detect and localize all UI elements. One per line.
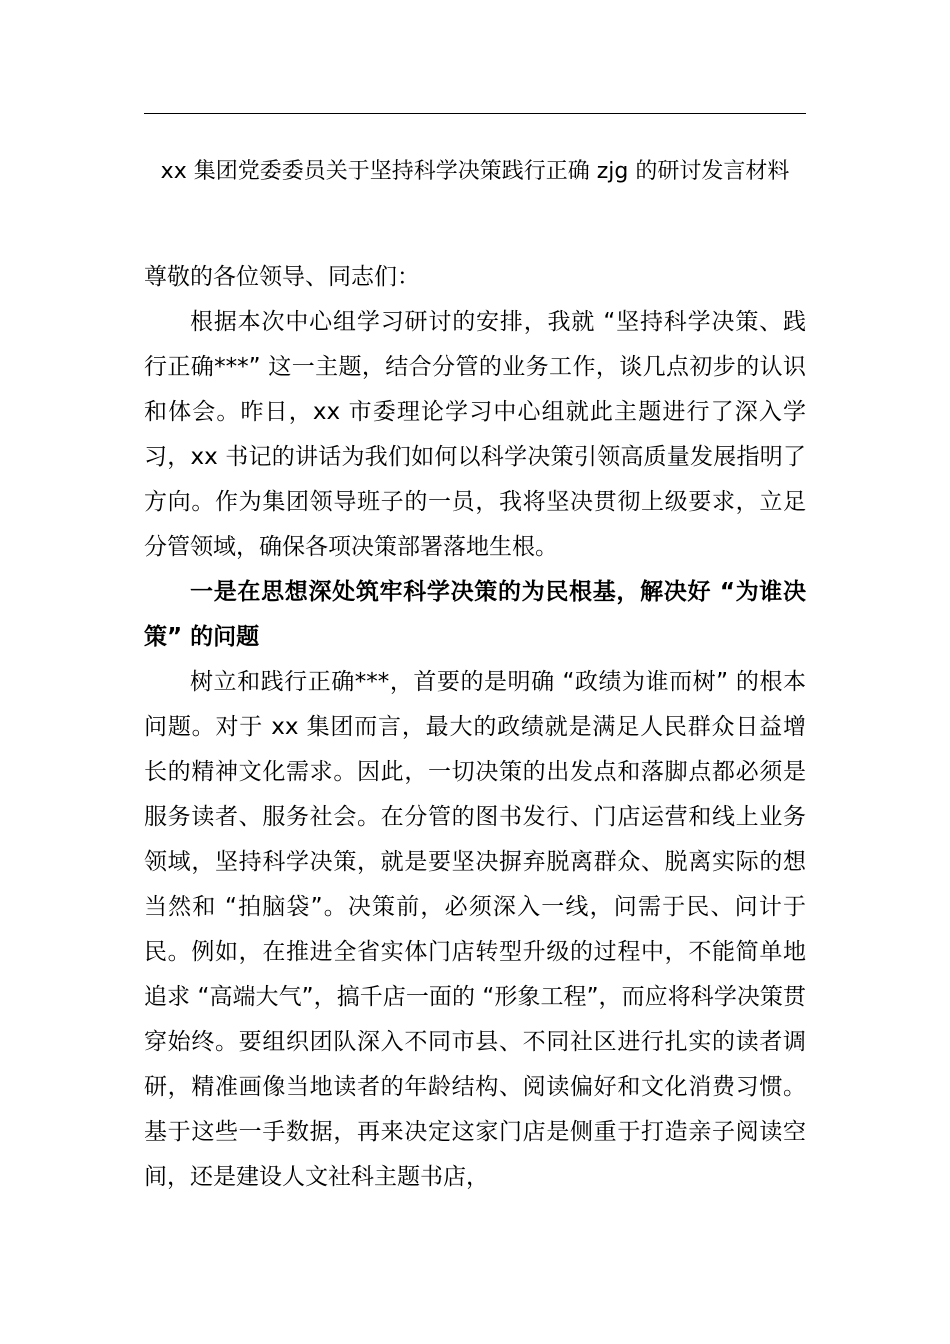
salutation: 尊敬的各位领导、同志们： bbox=[144, 264, 420, 290]
section-heading-1: 一是在思想深处筑牢科学决策的为民根基，解决好 “为谁决策” 的问题 bbox=[144, 579, 806, 650]
header-rule bbox=[144, 113, 806, 114]
section-paragraph-1: 树立和践行正确***，首要的是明确 “政绩为谁而树” 的根本问题。对于 xx 集团而言，最大的政绩就是满足人民群众日益增长的精神文化需求。因此，一切决策的出发点和落脚点都必须是服务读者、服务社会。在分管的图书发行、门店运营和线上业务领域，坚持科学决策，就是要坚决摒弃脱离群众、脱离实际的想当然和 “拍脑袋”。决策前，必须深入一线，问需于民、问计于民。例如，在推进全省实体门店转型升级的过程中，不能简单地追求 “高端大气”，搞千店一面的 “形象工程”，而应将科学决策贯穿始终。要组织团队深入不同市县、不同社区进行扎实的读者调研，精准画像当地读者的年龄结构、阅读偏好和文化消费习惯。基于这些一手数据，再来决定这家门店是侧重于打造亲子阅读空间，还是建设人文社科主题书店， bbox=[144, 669, 806, 1190]
document-title: xx 集团党委委员关于坚持科学决策践行正确 zjg 的研讨发言材料 bbox=[160, 159, 790, 184]
intro-paragraph: 根据本次中心组学习研讨的安排，我就 “坚持科学决策、践行正确***” 这一主题，结合分管的业务工作，谈几点初步的认识和体会。昨日，xx 市委理论学习中心组就此主题进行了深入学习，xx 书记的讲话为我们如何以科学决策引领高质量发展指明了方向。作为集团领导班子的一员，我将坚决贯彻上级要求，立足分管领域，确保各项决策部署落地生根。 bbox=[144, 309, 806, 560]
document-body bbox=[144, 255, 806, 1200]
